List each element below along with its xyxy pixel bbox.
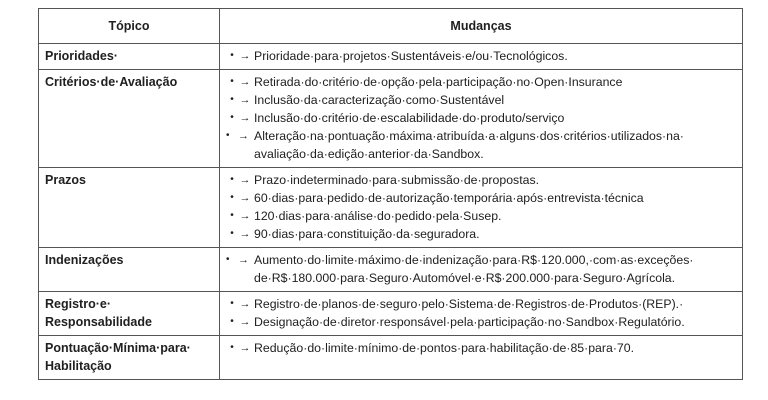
change-text: Inclusão·da·caracterização·como·Sustentável [254, 93, 505, 107]
changes-cell [220, 292, 743, 336]
bullet-icon: • [226, 254, 230, 265]
list-item [226, 171, 738, 189]
bullet-icon: • [230, 112, 234, 123]
bullet-icon: • [230, 298, 234, 309]
bullet-icon: • [230, 316, 234, 327]
topic-cell: Registro·e· Responsabilidade [39, 292, 220, 336]
change-text: Redução·do·limite·mínimo·de·pontos·para·habilitação·de·85·para·70. [254, 341, 635, 355]
bullet-icon: • [226, 130, 230, 141]
changes-cell [220, 70, 743, 168]
changes-cell [220, 168, 743, 248]
list-item [226, 295, 738, 313]
bullet-icon: • [230, 94, 234, 105]
change-list [226, 171, 738, 243]
bullet-icon: • [230, 50, 234, 61]
list-item [226, 207, 738, 225]
bullet-icon: • [230, 342, 234, 353]
arrow-icon: → [239, 316, 251, 328]
change-text: 60·dias·para·pedido·de·autorização·temporária·após·entrevista·técnica [254, 191, 644, 205]
change-text: Aumento·do·limite·máximo·de·indenização·para·R$·120.000,·com·as·exceções· de·R$·180.000·para·Seguro·Automóvel·e·R$·200.000·para·Seguro·Agrícola. [254, 253, 694, 285]
list-item [226, 313, 738, 331]
change-text: Alteração·na·pontuação·máxima·atribuída·a·alguns·dos·critérios·utilizados·na· avaliação·da·edição·anterior·da·Sandbox. [254, 129, 684, 161]
bullet-icon: • [230, 76, 234, 87]
topic-cell: Pontuação·Mínima·para· Habilitação [39, 336, 220, 380]
change-list [226, 295, 738, 331]
change-text: 90·dias·para·constituição·da·seguradora. [254, 227, 480, 241]
header-topic: Tópico [39, 9, 220, 44]
table-header-row [39, 9, 743, 44]
arrow-icon: → [239, 192, 251, 204]
change-text: Prioridade·para·projetos·Sustentáveis·e/ou·Tecnológicos. [254, 49, 568, 63]
list-item [226, 189, 738, 207]
arrow-icon: → [239, 174, 251, 186]
table-row [39, 44, 743, 70]
change-text: Inclusão·do·critério·de·escalabilidade·do·produto/serviço [254, 111, 565, 125]
change-text: Registro·de·planos·de·seguro·pelo·Sistema·de·Registros·de·Produtos·(REP).· [254, 297, 684, 311]
table-row [39, 336, 743, 380]
list-item [226, 225, 738, 243]
arrow-icon: → [239, 50, 251, 62]
change-list [226, 47, 738, 65]
topic-cell: Prazos [39, 168, 220, 248]
change-list [226, 251, 738, 287]
table-row [39, 70, 743, 168]
changes-cell [220, 44, 743, 70]
bullet-icon: • [230, 228, 234, 239]
bullet-icon: • [230, 174, 234, 185]
change-list [226, 339, 738, 357]
table-row [39, 248, 743, 292]
list-item [226, 339, 738, 357]
arrow-icon: → [239, 76, 251, 88]
changes-cell [220, 248, 743, 292]
arrow-icon: → [239, 298, 251, 310]
list-item [226, 109, 738, 127]
arrow-icon: → [238, 254, 249, 266]
changes-cell [220, 336, 743, 380]
change-text: Designação·de·diretor·responsável·pela·participação·no·Sandbox·Regulatório. [254, 315, 685, 329]
list-item [226, 251, 738, 287]
header-changes: Mudanças [220, 9, 743, 44]
list-item [226, 127, 738, 163]
arrow-icon: → [239, 342, 251, 354]
topic-cell: Critérios·de·Avaliação [39, 70, 220, 168]
arrow-icon: → [239, 228, 251, 240]
table-row [39, 168, 743, 248]
change-text: Prazo·indeterminado·para·submissão·de·propostas. [254, 173, 540, 187]
list-item [226, 91, 738, 109]
topic-cell: Indenizações [39, 248, 220, 292]
change-list [226, 73, 738, 163]
list-item [226, 73, 738, 91]
arrow-icon: → [239, 112, 251, 124]
list-item [226, 47, 738, 65]
arrow-icon: → [239, 210, 251, 222]
changes-table [38, 8, 743, 380]
change-text: 120·dias·para·análise·do·pedido·pela·Susep. [254, 209, 502, 223]
bullet-icon: • [230, 210, 234, 221]
topic-cell: Prioridades· [39, 44, 220, 70]
change-text: Retirada·do·critério·de·opção·pela·participação·no·Open·Insurance [254, 75, 623, 89]
table-row [39, 292, 743, 336]
arrow-icon: → [239, 94, 251, 106]
bullet-icon: • [230, 192, 234, 203]
arrow-icon: → [238, 130, 249, 142]
